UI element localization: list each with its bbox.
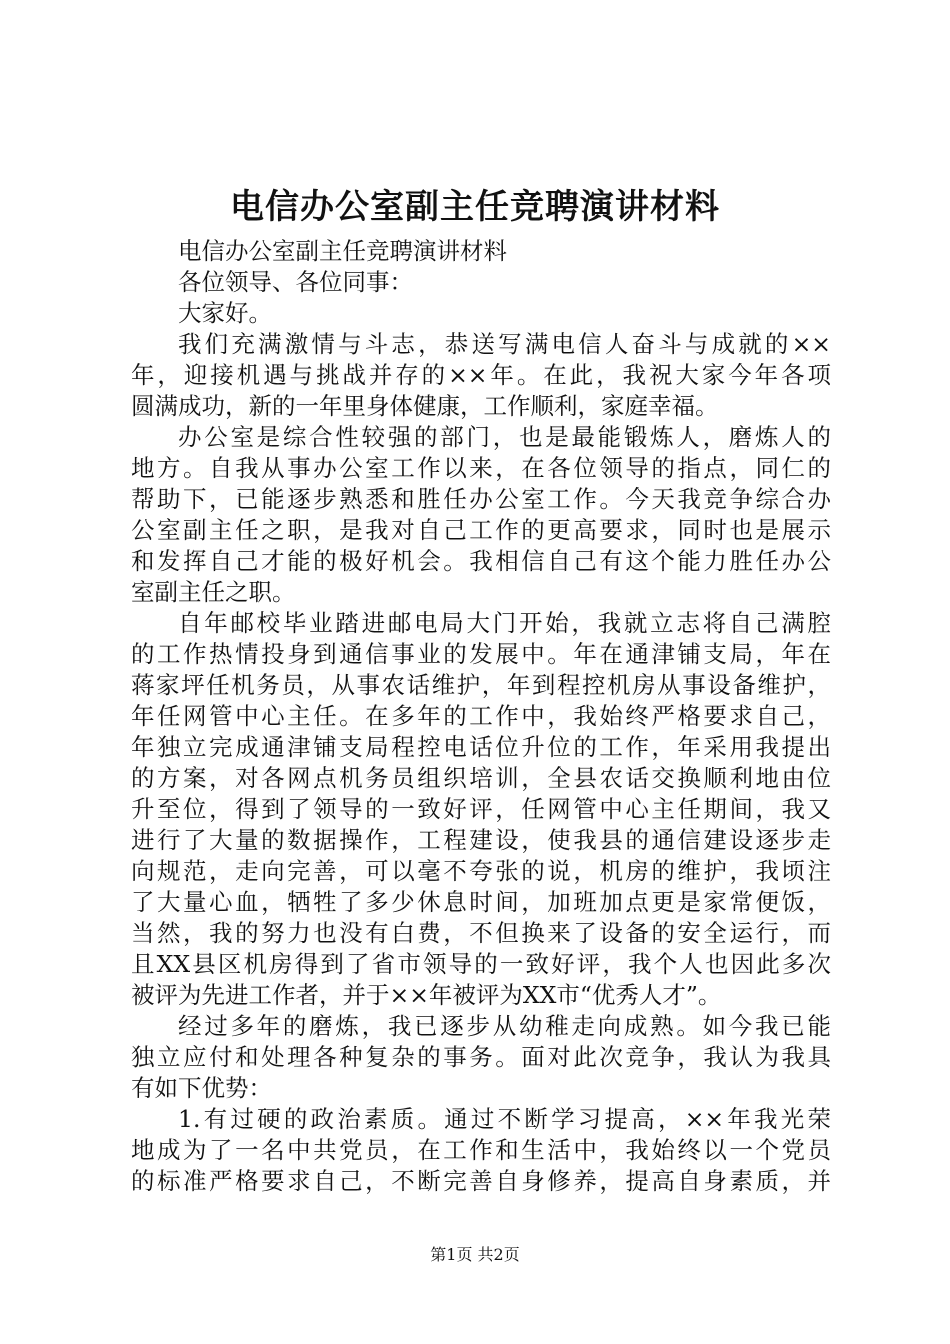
text-line: 当然，我的努力也没有白费，不但换来了设备的安全运行，而 xyxy=(131,919,831,947)
text-line: 进行了大量的数据操作，工程建设，使我县的通信建设逐步走 xyxy=(131,826,831,854)
text-line: 1.有过硬的政治素质。通过不断学习提高，××年我光荣 xyxy=(178,1105,831,1133)
text-line: 帮助下，已能逐步熟悉和胜任办公室工作。今天我竞争综合办 xyxy=(131,485,831,513)
text-line: 办公室是综合性较强的部门，也是最能锻炼人，磨炼人的 xyxy=(178,423,831,451)
text-line: 圆满成功，新的一年里身体健康，工作顺利，家庭幸福。 xyxy=(131,392,719,420)
text-line: 年任网管中心主任。在多年的工作中，我始终严格要求自己， xyxy=(131,702,831,730)
text-line: 年，迎接机遇与挑战并存的××年。在此，我祝大家今年各项 xyxy=(131,361,831,389)
text-line: 被评为先进工作者，并于××年被评为XX市“优秀人才”。 xyxy=(131,981,722,1009)
text-line: 公室副主任之职，是我对自己工作的更高要求，同时也是展示 xyxy=(131,516,831,544)
text-line: 年独立完成通津铺支局程控电话位升位的工作，年采用我提出 xyxy=(131,733,831,761)
text-line: 的工作热情投身到通信事业的发展中。年在通津铺支局，年在 xyxy=(131,640,831,668)
page-indicator: 第1页 共2页 xyxy=(430,1245,520,1264)
text-line: 的标准严格要求自己，不断完善自身修养，提高自身素质，并 xyxy=(131,1167,831,1195)
text-line: 向规范，走向完善，可以毫不夸张的说，机房的维护，我顷注 xyxy=(131,857,831,885)
text-line: 我们充满激情与斗志，恭送写满电信人奋斗与成就的×× xyxy=(178,330,831,358)
text-line: 蒋家坪任机务员，从事农话维护，年到程控机房从事设备维护， xyxy=(131,671,831,699)
text-line: 升至位，得到了领导的一致好评，任网管中心主任期间，我又 xyxy=(131,795,831,823)
text-line: 室副主任之职。 xyxy=(131,578,296,606)
text-line: 了大量心血，牺牲了多少休息时间，加班加点更是家常便饭， xyxy=(131,888,831,916)
text-line: 地成为了一名中共党员，在工作和生活中，我始终以一个党员 xyxy=(131,1136,831,1164)
text-line: 各位领导、各位同事： xyxy=(178,268,413,296)
document-body xyxy=(131,236,831,1197)
text-line: 地方。自我从事办公室工作以来，在各位领导的指点，同仁的 xyxy=(131,454,831,482)
text-line: 经过多年的磨炼，我已逐步从幼稚走向成熟。如今我已能 xyxy=(178,1012,831,1040)
text-line: 大家好。 xyxy=(178,299,272,327)
document-title: 电信办公室副主任竞聘演讲材料 xyxy=(230,187,720,227)
text-line: 且XX县区机房得到了省市领导的一致好评，我个人也因此多次 xyxy=(131,950,831,978)
text-line: 电信办公室副主任竞聘演讲材料 xyxy=(178,237,507,265)
text-line: 和发挥自己才能的极好机会。我相信自己有这个能力胜任办公 xyxy=(131,547,831,575)
text-line: 自年邮校毕业踏进邮电局大门开始，我就立志将自己满腔 xyxy=(178,609,831,637)
text-line: 独立应付和处理各种复杂的事务。面对此次竞争，我认为我具 xyxy=(131,1043,831,1071)
text-line: 有如下优势： xyxy=(131,1074,272,1102)
page-footer xyxy=(0,1243,950,1267)
text-line: 的方案，对各网点机务员组织培训，全县农话交换顺利地由位 xyxy=(131,764,831,792)
